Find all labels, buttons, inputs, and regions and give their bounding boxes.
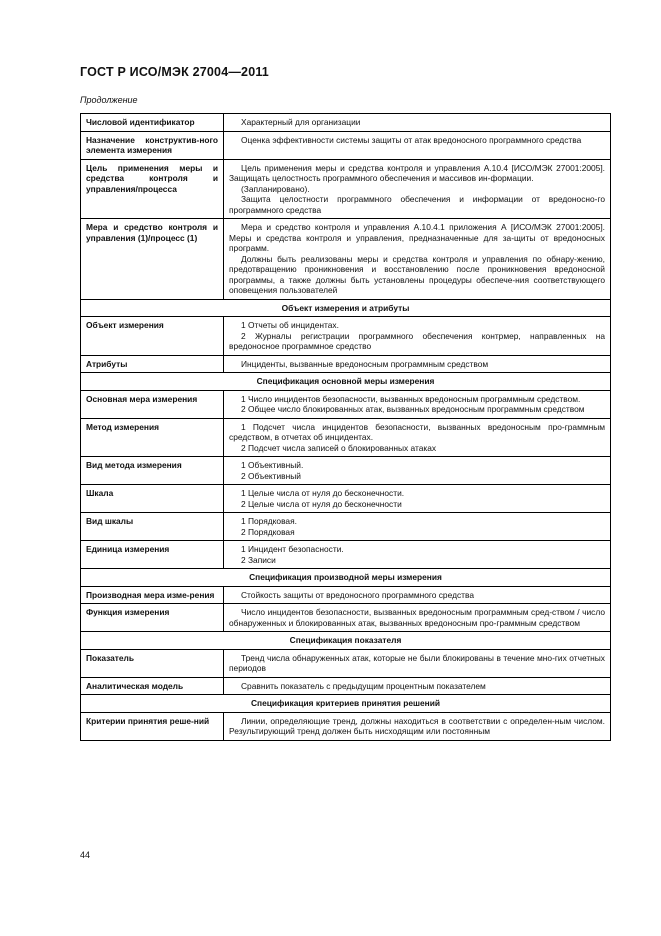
value-paragraph: 2 Целые числа от нуля до бесконечности (241, 498, 402, 509)
section-header-row (81, 373, 611, 391)
value-paragraph: 1 Число инцидентов безопасности, вызванных вредоносным программным средством. (241, 393, 581, 404)
row-label: Назначение конструктив-ного элемента измерения (81, 131, 224, 159)
value-paragraph: 1 Отчеты об инцидентах. (241, 320, 339, 330)
value-paragraph: Линии, определяющие тренд, должны находиться в соответствии с определен-ным числом. Результирующий тренд должен быть нисходящим или постоянным (229, 715, 605, 736)
table-row (81, 114, 611, 132)
row-label: Основная мера измерения (81, 390, 224, 418)
table-row (81, 649, 611, 677)
row-value (224, 712, 611, 740)
section-title: Спецификация критериев принятия решений (81, 695, 611, 713)
value-paragraph: Должны быть реализованы меры и средства контроля и управления по обнару-жению, предотвращению проникновения и восстановлению после проникновения вредоносной программы, а также должны быть установлены процедуры обеспече-ния соответствующего оповещения пользователей (229, 253, 605, 295)
value-paragraph: Число инцидентов безопасности, вызванных вредоносным программным сред-ством / число обнаруженных и блокированных атак, вызванных вредоносным про-граммным средством (229, 607, 605, 628)
table-row (81, 604, 611, 632)
continuation-label: Продолжение (80, 95, 138, 105)
row-label: Мера и средство контроля и управления (1)/процесс (1) (81, 219, 224, 300)
table-row (81, 418, 611, 457)
row-value (224, 457, 611, 485)
section-header-row (81, 299, 611, 317)
table-row (81, 712, 611, 740)
section-title: Спецификация показателя (81, 632, 611, 650)
value-paragraph: Оценка эффективности системы защиты от атак вредоносного программного средства (241, 134, 582, 145)
value-paragraph: Инциденты, вызванные вредоносным программным средством (241, 358, 489, 369)
value-paragraph: Характерный для организации (241, 117, 361, 127)
row-label: Метод измерения (81, 418, 224, 457)
section-title: Объект измерения и атрибуты (81, 299, 611, 317)
table-row (81, 677, 611, 695)
row-value (224, 586, 611, 604)
table-row (81, 485, 611, 513)
value-paragraph: Тренд числа обнаруженных атак, которые не были блокированы в течение мно-гих отчетных периодов (229, 652, 605, 673)
row-label: Аналитическая модель (81, 677, 224, 695)
row-value (224, 677, 611, 695)
table-row (81, 390, 611, 418)
specification-table (80, 113, 611, 741)
row-value (224, 541, 611, 569)
table-row (81, 355, 611, 373)
section-header-row (81, 695, 611, 713)
value-paragraph: 2 Записи (241, 554, 276, 565)
section-title: Спецификация производной меры измерения (81, 569, 611, 587)
page-number: 44 (80, 850, 91, 860)
row-value (224, 649, 611, 677)
row-value (224, 159, 611, 219)
value-paragraph: Стойкость защиты от вредоносного программного средства (241, 589, 474, 600)
value-paragraph: 2 Подсчет числа записей о блокированных атаках (241, 442, 437, 453)
row-label: Цель применения меры и средства контроля и управления/процесса (81, 159, 224, 219)
value-paragraph: 1 Инцидент безопасности. (241, 544, 344, 554)
row-value (224, 390, 611, 418)
section-header-row (81, 569, 611, 587)
table-row (81, 131, 611, 159)
document-header: ГОСТ Р ИСО/МЭК 27004—2011 (80, 65, 269, 79)
row-value (224, 418, 611, 457)
row-label: Числовой идентификатор (81, 114, 224, 132)
row-label: Объект измерения (81, 317, 224, 356)
value-paragraph: 1 Порядковая. (241, 516, 297, 526)
row-value (224, 131, 611, 159)
table-row (81, 219, 611, 300)
row-label: Показатель (81, 649, 224, 677)
row-label: Атрибуты (81, 355, 224, 373)
row-value (224, 219, 611, 300)
row-label: Функция измерения (81, 604, 224, 632)
section-header-row (81, 632, 611, 650)
table-row (81, 457, 611, 485)
value-paragraph: Защита целостности программного обеспечения и информации от вредоносно-го программного средства (229, 194, 605, 215)
table-row (81, 159, 611, 219)
value-paragraph: 2 Журналы регистрации программного обеспечения контрмер, направленных на вредоносное программное средство (229, 330, 605, 351)
row-value (224, 513, 611, 541)
value-paragraph: 2 Объективный (241, 470, 301, 481)
row-label: Вид шкалы (81, 513, 224, 541)
table-row (81, 541, 611, 569)
row-label: Вид метода измерения (81, 457, 224, 485)
table-row (81, 513, 611, 541)
value-paragraph: 2 Общее число блокированных атак, вызванных вредоносным программным средством (241, 404, 585, 414)
row-label: Единица измерения (81, 541, 224, 569)
value-paragraph: Сравнить показатель с предыдущим процентным показателем (241, 680, 486, 691)
table-row (81, 317, 611, 356)
table-row (81, 586, 611, 604)
value-paragraph: 1 Подсчет числа инцидентов безопасности, вызванных вредоносным про-граммным средством, в отчетах об инцидентах. (229, 421, 605, 442)
value-paragraph: Мера и средство контроля и управления А.10.4.1 приложения А [ИСО/МЭК 27001:2005]. Меры и средства контроля и управления, предназначенные для за-щиты от вредоносных программ. (229, 222, 605, 253)
value-paragraph: 1 Объективный. (241, 460, 304, 470)
value-paragraph: 2 Порядковая (241, 526, 295, 537)
row-value (224, 485, 611, 513)
row-value (224, 114, 611, 132)
row-label: Критерии принятия реше-ний (81, 712, 224, 740)
row-value (224, 355, 611, 373)
row-value (224, 317, 611, 356)
value-paragraph: 1 Целые числа от нуля до бесконечности. (241, 488, 405, 498)
value-paragraph: (Запланировано). (241, 183, 310, 194)
row-value (224, 604, 611, 632)
section-title: Спецификация основной меры измерения (81, 373, 611, 391)
value-paragraph: Цель применения меры и средства контроля и управления А.10.4 [ИСО/МЭК 27001:2005]. Защищать целостность программного обеспечения и массивов ин-формации. (229, 162, 605, 183)
row-label: Шкала (81, 485, 224, 513)
row-label: Производная мера изме-рения (81, 586, 224, 604)
